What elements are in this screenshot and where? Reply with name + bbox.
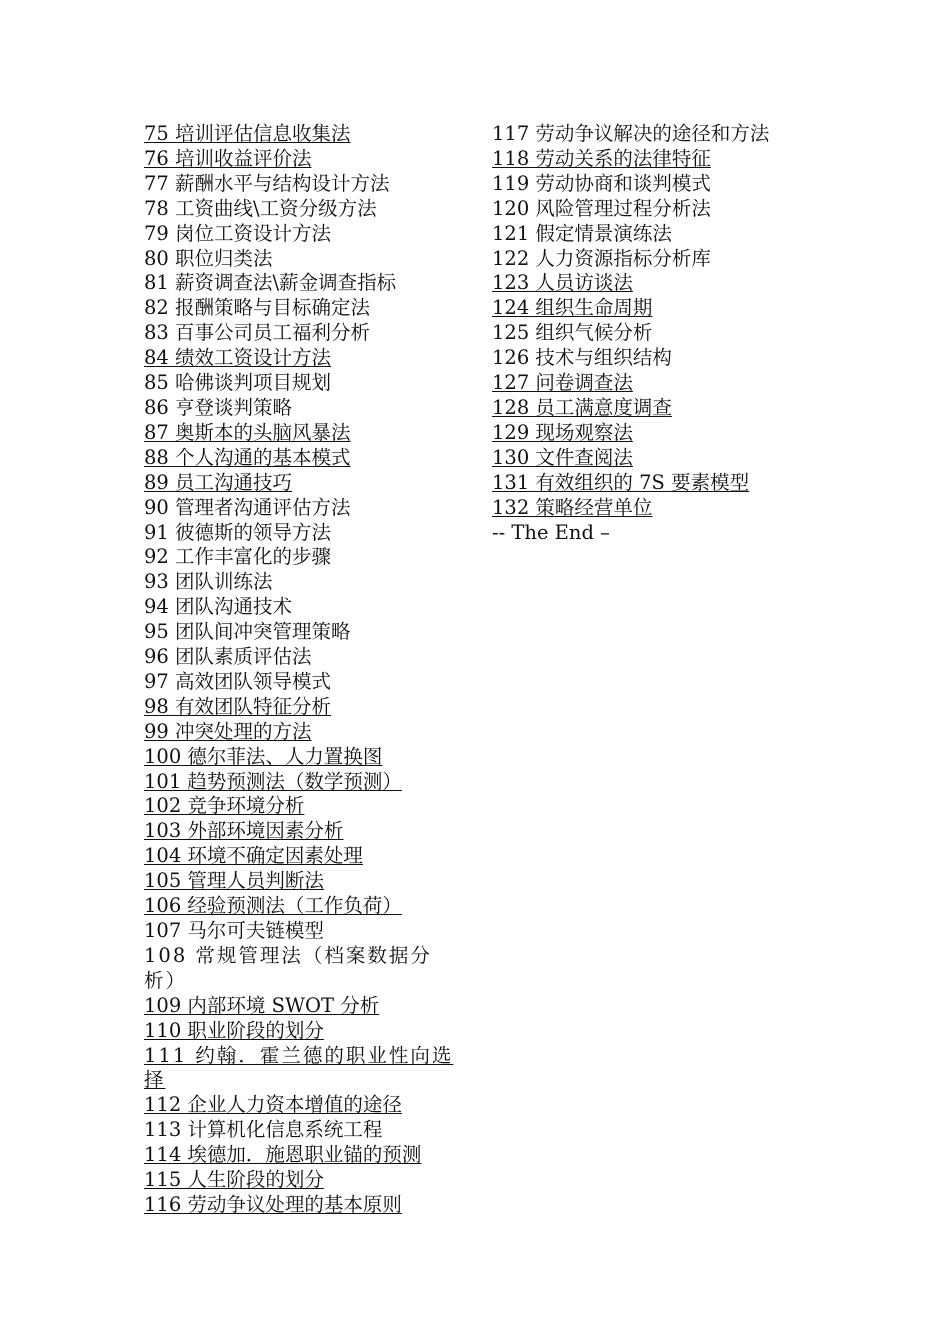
toc-entry: -- The End – xyxy=(492,520,610,544)
toc-entry: 117 劳动争议解决的途径和方法 xyxy=(492,122,770,145)
toc-entry: 78 工资曲线\工资分级方法 xyxy=(144,196,377,220)
toc-link[interactable]: 130 文件查阅法 xyxy=(492,445,633,469)
toc-entry: 77 薪酬水平与结构设计方法 xyxy=(144,171,390,195)
toc-entry: 83 百事公司员工福利分析 xyxy=(144,321,371,345)
toc-link[interactable]: 115 人生阶段的划分 xyxy=(144,1168,324,1192)
toc-entry: 107 马尔可夫链模型 xyxy=(144,919,324,942)
toc-link[interactable]: 89 员工沟通技巧 xyxy=(144,470,293,494)
toc-link[interactable]: 104 环境不确定因素处理 xyxy=(144,844,363,868)
toc-link[interactable]: 112 企业人力资本增值的途径 xyxy=(144,1093,402,1117)
toc-link[interactable]: 100 德尔菲法、人力置换图 xyxy=(144,744,383,768)
toc-entry: 119 劳动协商和谈判模式 xyxy=(492,171,711,195)
toc-entry: 122 人力资源指标分析库 xyxy=(492,246,711,270)
toc-link[interactable]: 87 奥斯本的头脑风暴法 xyxy=(144,420,351,444)
toc-entry: 90 管理者沟通评估方法 xyxy=(144,495,351,519)
toc-link[interactable]: 118 劳动关系的法律特征 xyxy=(492,146,711,170)
toc-entry: 80 职位归类法 xyxy=(144,246,273,270)
toc-link[interactable]: 102 竞争环境分析 xyxy=(144,794,305,818)
toc-link[interactable]: 128 员工满意度调查 xyxy=(492,395,672,419)
toc-entry: 81 薪资调查法\薪金调查指标 xyxy=(144,271,397,295)
toc-link[interactable]: 114 埃德加．施恩职业锚的预测 xyxy=(144,1143,422,1167)
toc-entry: 86 亨登谈判策略 xyxy=(144,395,293,419)
toc-link[interactable]: 98 有效团队特征分析 xyxy=(144,694,332,718)
toc-link[interactable]: 111 约翰．霍兰德的职业性向选择 xyxy=(144,1043,454,1092)
toc-link[interactable]: 124 组织生命周期 xyxy=(492,296,653,320)
toc-link[interactable]: 105 管理人员判断法 xyxy=(144,869,324,893)
toc-link[interactable]: 99 冲突处理的方法 xyxy=(144,719,312,743)
toc-link[interactable]: 109 内部环境 SWOT 分析 xyxy=(144,993,380,1017)
toc-entry: 82 报酬策略与目标确定法 xyxy=(144,296,371,320)
toc-link[interactable]: 127 问卷调查法 xyxy=(492,371,633,395)
toc-entry: 92 工作丰富化的步骤 xyxy=(144,545,332,569)
toc-entry: 125 组织气候分析 xyxy=(492,321,653,345)
toc-link[interactable]: 84 绩效工资设计方法 xyxy=(144,346,332,370)
toc-link[interactable]: 75 培训评估信息收集法 xyxy=(144,122,351,145)
toc-link[interactable]: 131 有效组织的 7S 要素模型 xyxy=(492,470,750,494)
toc-link[interactable]: 132 策略经营单位 xyxy=(492,495,653,519)
toc-column-right xyxy=(492,122,812,545)
toc-link[interactable]: 116 劳动争议处理的基本原则 xyxy=(144,1192,402,1216)
toc-link[interactable]: 101 趋势预测法（数学预测） xyxy=(144,769,402,793)
toc-entry: 108 常规管理法（档案数据分析） xyxy=(144,943,432,992)
toc-entry: 85 哈佛谈判项目规划 xyxy=(144,371,332,395)
toc-entry: 95 团队间冲突管理策略 xyxy=(144,620,351,644)
toc-link[interactable]: 106 经验预测法（工作负荷） xyxy=(144,894,402,918)
toc-entry: 96 团队素质评估法 xyxy=(144,645,312,669)
toc-entry: 94 团队沟通技术 xyxy=(144,595,293,619)
toc-link[interactable]: 123 人员访谈法 xyxy=(492,271,633,295)
toc-entry: 93 团队训练法 xyxy=(144,570,273,594)
toc-entry: 113 计算机化信息系统工程 xyxy=(144,1118,383,1142)
toc-entry: 97 高效团队领导模式 xyxy=(144,669,332,693)
toc-link[interactable]: 110 职业阶段的划分 xyxy=(144,1018,324,1042)
toc-entry: 126 技术与组织结构 xyxy=(492,346,672,370)
toc-link[interactable]: 76 培训收益评价法 xyxy=(144,146,312,170)
toc-link[interactable]: 88 个人沟通的基本模式 xyxy=(144,445,351,469)
toc-column-left xyxy=(144,122,462,1218)
toc-entry: 121 假定情景演练法 xyxy=(492,221,672,245)
toc-link[interactable]: 129 现场观察法 xyxy=(492,420,633,444)
toc-link[interactable]: 103 外部环境因素分析 xyxy=(144,819,344,843)
toc-entry: 91 彼德斯的领导方法 xyxy=(144,520,332,544)
toc-entry: 79 岗位工资设计方法 xyxy=(144,221,332,245)
toc-entry: 120 风险管理过程分析法 xyxy=(492,196,711,220)
